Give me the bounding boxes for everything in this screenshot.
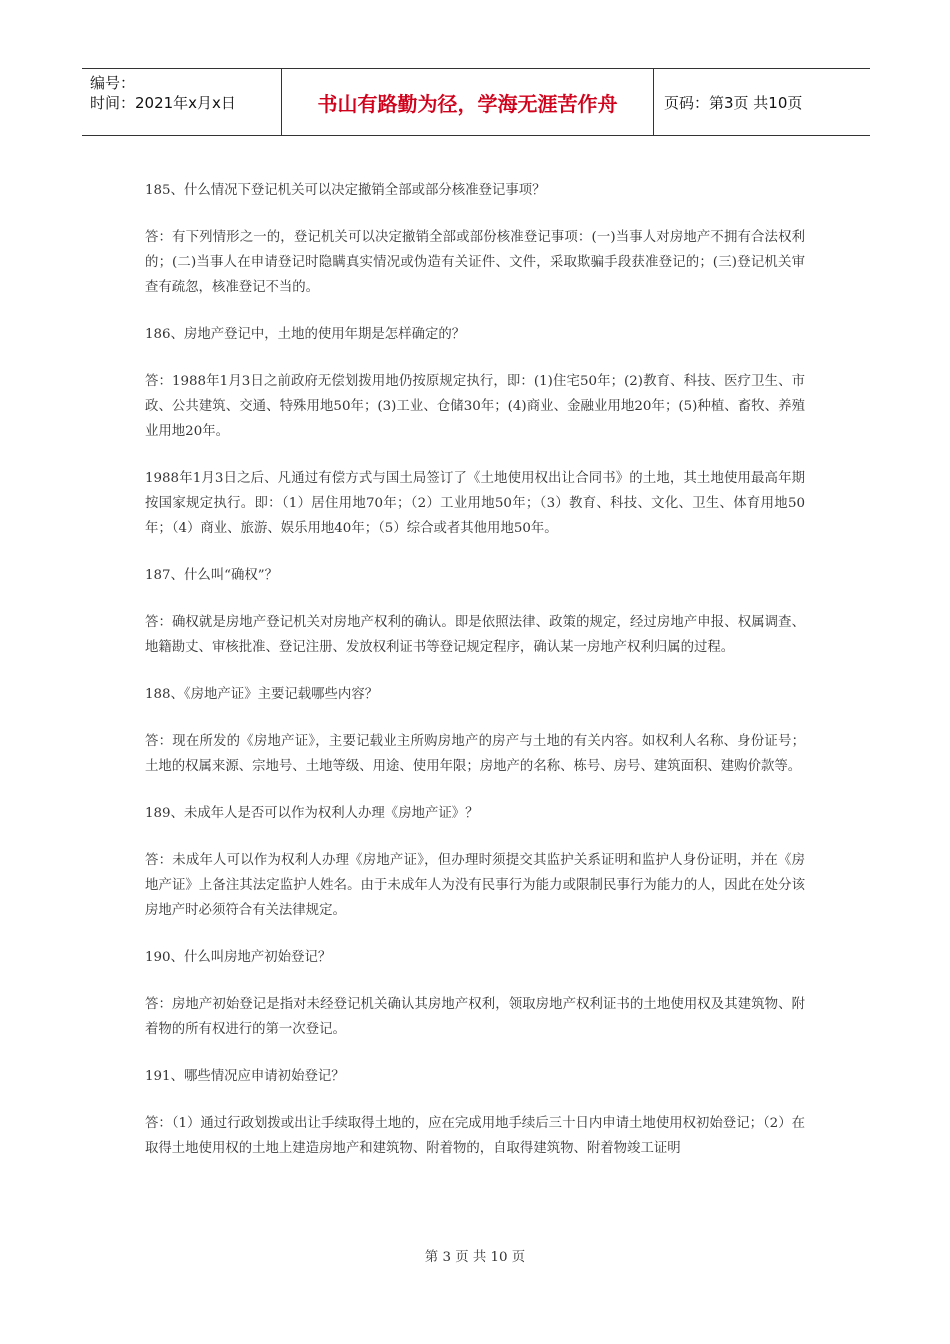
document-body	[145, 178, 805, 1183]
answer-188: 答：现在所发的《房地产证》，主要记载业主所购房地产的房产与土地的有关内容。如权利人名称、身份证号；土地的权属来源、宗地号、土地等级、用途、使用年限；房地产的名称、栋号、房号、建筑面积、建购价款等。	[145, 734, 805, 774]
question-190: 190、什么叫房地产初始登记？	[145, 950, 332, 965]
page-header	[82, 68, 870, 136]
question-189: 189、未成年人是否可以作为权利人办理《房地产证》？	[145, 806, 479, 821]
answer-186-part2: 1988年1月3日之后、凡通过有偿方式与国土局签订了《土地使用权出让合同书》的土地，其土地使用最高年期按国家规定执行。即：（1）居住用地70年；（2）工业用地50年；（3）教育、科技、文化、卫生、体育用地50年；（4）商业、旅游、娱乐用地40年；（5）综合或者其他用地50年。	[145, 471, 805, 536]
document-number-label: 编号：	[90, 74, 136, 92]
answer-191: 答：（1）通过行政划拨或出让手续取得土地的，应在完成用地手续后三十日内申请土地使用权初始登记；（2）在取得土地使用权的土地上建造房地产和建筑物、附着物的，自取得建筑物、附着物竣工证明	[145, 1116, 805, 1156]
document-date: 时间：2021年x月x日	[90, 94, 236, 112]
header-motto: 书山有路勤为径，学海无涯苦作舟	[282, 69, 654, 135]
header-meta	[82, 69, 282, 135]
question-186: 186、房地产登记中，土地的使用年期是怎样确定的？	[145, 327, 466, 342]
answer-187: 答：确权就是房地产登记机关对房地产权利的确认。即是依照法律、政策的规定，经过房地产申报、权属调查、地籍勘丈、审核批准、登记注册、发放权利证书等登记规定程序，确认某一房地产权利归属的过程。	[145, 615, 805, 655]
answer-185: 答：有下列情形之一的，登记机关可以决定撤销全部或部份核准登记事项：(一)当事人对房地产不拥有合法权利的；(二)当事人在申请登记时隐瞒真实情况或伪造有关证件、文件，采取欺骗手段获准登记的；(三)登记机关审查有疏忽，核准登记不当的。	[145, 230, 805, 295]
answer-186-part1: 答：1988年1月3日之前政府无偿划拨用地仍按原规定执行，即：(1)住宅50年；(2)教育、科技、医疗卫生、市政、公共建筑、交通、特殊用地50年；(3)工业、仓储30年；(4)商业、金融业用地20年；(5)种植、畜牧、养殖业用地20年。	[145, 374, 805, 439]
question-185: 185、什么情况下登记机关可以决定撤销全部或部分核准登记事项？	[145, 183, 546, 198]
header-page-info: 页码：第3页 共10页	[664, 93, 803, 112]
answer-189: 答：未成年人可以作为权利人办理《房地产证》，但办理时须提交其监护关系证明和监护人身份证明，并在《房地产证》上备注其法定监护人姓名。由于未成年人为没有民事行为能力或限制民事行为能力的人，因此在处分该房地产时必须符合有关法律规定。	[145, 853, 805, 918]
answer-190: 答：房地产初始登记是指对未经登记机关确认其房地产权利，领取房地产权利证书的土地使用权及其建筑物、附着物的所有权进行的第一次登记。	[145, 997, 805, 1037]
question-188: 188、《房地产证》主要记载哪些内容？	[145, 687, 379, 702]
question-191: 191、哪些情况应申请初始登记？	[145, 1069, 345, 1084]
page-footer: 第 3 页 共 10 页	[424, 1250, 526, 1265]
question-187: 187、什么叫“确权”？	[145, 568, 278, 583]
